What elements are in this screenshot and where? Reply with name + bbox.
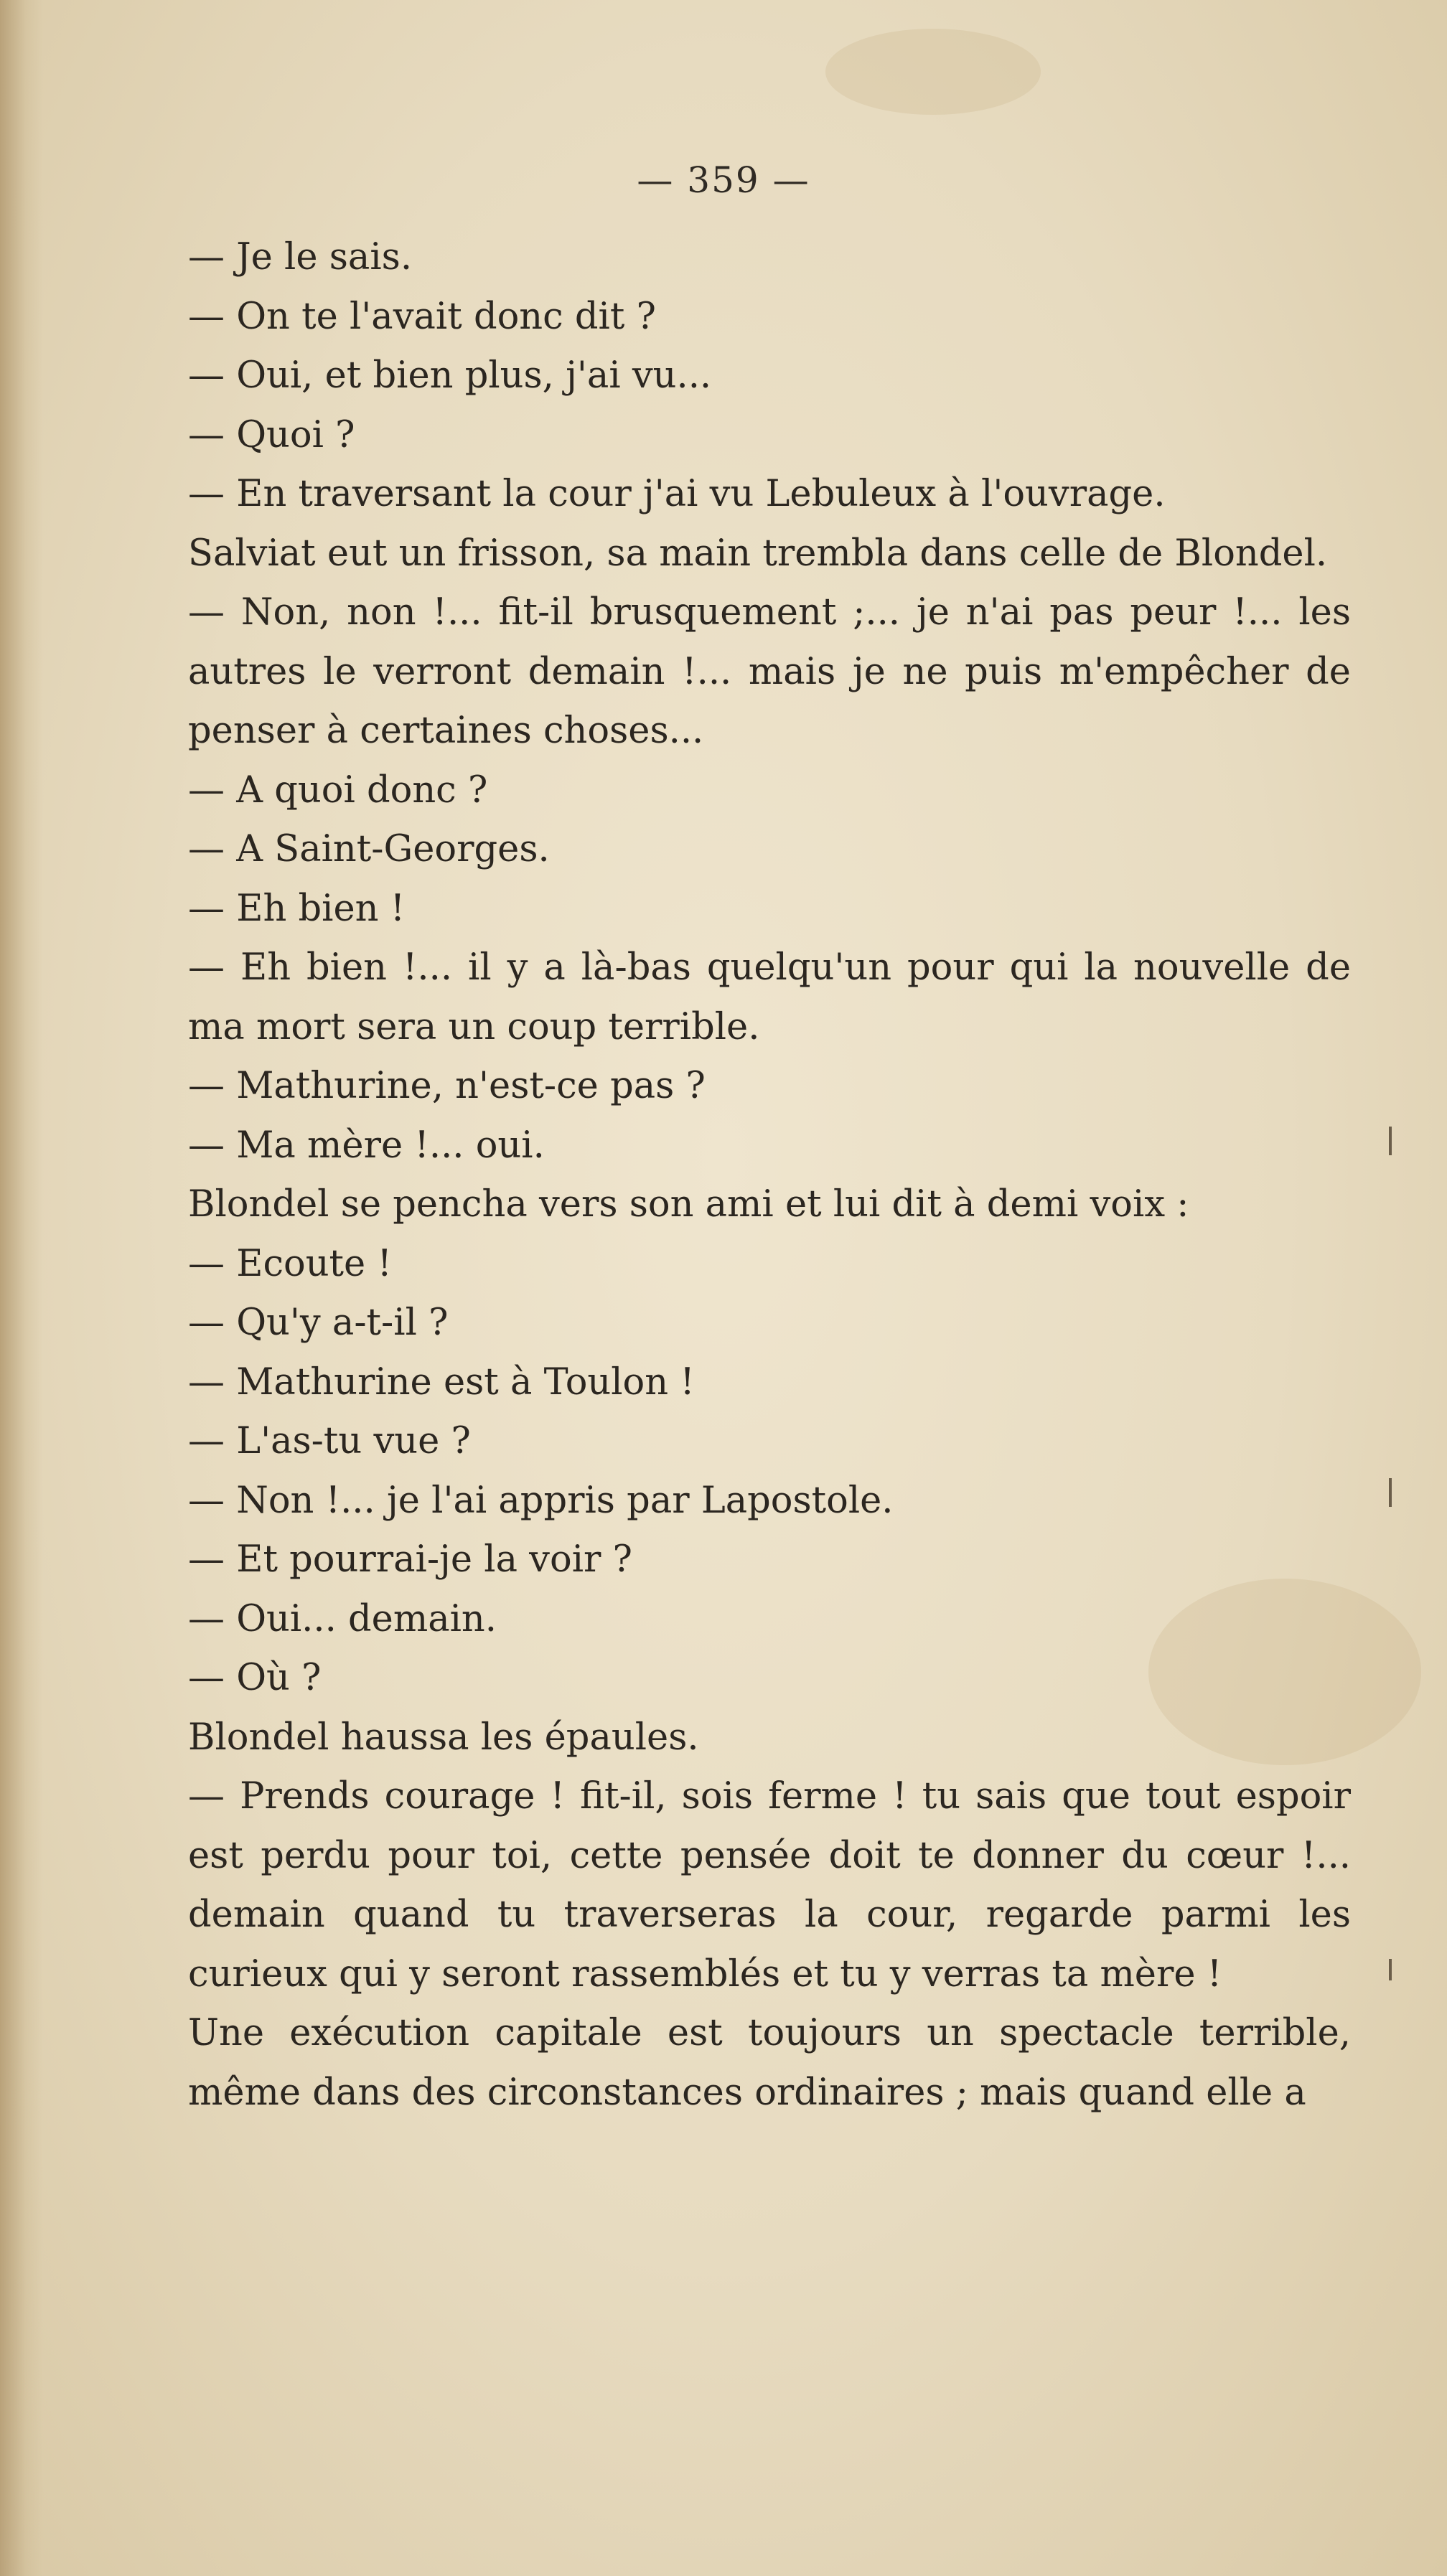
- text-line: — A Saint-Georges.: [188, 828, 550, 870]
- text-line: — Ecoute !: [188, 1242, 392, 1285]
- text-line: — Ma mère !... oui.: [188, 1124, 545, 1167]
- text-line: — Non !... je l'ai appris par Lapostole.: [188, 1479, 894, 1522]
- text-line: Blondel haussa les épaules.: [188, 1716, 699, 1759]
- text-line: — Et pourrai-je la voir ?: [188, 1538, 632, 1581]
- text-line: — Mathurine, n'est-ce pas ?: [188, 1065, 706, 1107]
- paragraph: Blondel se pencha vers son ami et lui dit à demi voix :: [188, 1183, 1189, 1226]
- paragraph: Salviat eut un frisson, sa main trembla dans celle de Blondel.: [188, 532, 1328, 575]
- text-line: — Où ?: [188, 1657, 322, 1699]
- paragraph: — Eh bien !... il y a là-bas quelqu'un pour qui la nouvelle de ma mort sera un coup terrible.: [188, 946, 1351, 1048]
- text-line: — Quoi ?: [188, 413, 355, 456]
- paragraph: — Prends courage ! fit-il, sois ferme ! tu sais que tout espoir est perdu pour toi, cette pensée doit te donner du cœur !... demain quand tu traverseras la cour, regarde parmi les curieux qui y seront rassemblés et tu y verras ta mère !: [188, 1775, 1351, 1996]
- page-number: — 359 —: [637, 159, 810, 201]
- text-line: — Oui, et bien plus, j'ai vu...: [188, 354, 712, 397]
- text-line: — L'as-tu vue ?: [188, 1420, 471, 1462]
- text-line: — En traversant la cour j'ai vu Lebuleux à l'ouvrage.: [188, 473, 1166, 515]
- text-line: — On te l'avait donc dit ?: [188, 295, 656, 338]
- text-line: — Oui... demain.: [188, 1597, 497, 1640]
- paper-stain: [825, 29, 1041, 115]
- text-line: — A quoi donc ?: [188, 768, 488, 812]
- body-text: [188, 228, 1351, 2123]
- paragraph: — Non, non !... fit-il brusquement ;... je n'ai pas peur !... les autres le verront demain !... mais je ne puis m'empêcher de penser à certaines choses...: [188, 591, 1351, 752]
- text-line: — Eh bien !: [188, 887, 406, 930]
- text-line: — Je le sais.: [188, 236, 413, 278]
- paragraph: Une exécution capitale est toujours un spectacle terrible, même dans des circonstances ordinaires ; mais quand elle a: [188, 2012, 1351, 2114]
- margin-mark: [1389, 1478, 1392, 1507]
- margin-mark: [1389, 1959, 1392, 1980]
- text-line: — Qu'y a-t-il ?: [188, 1302, 449, 1344]
- text-line: — Mathurine est à Toulon !: [188, 1360, 695, 1404]
- margin-mark: [1389, 1127, 1392, 1155]
- page-edge-shadow: [0, 0, 43, 2576]
